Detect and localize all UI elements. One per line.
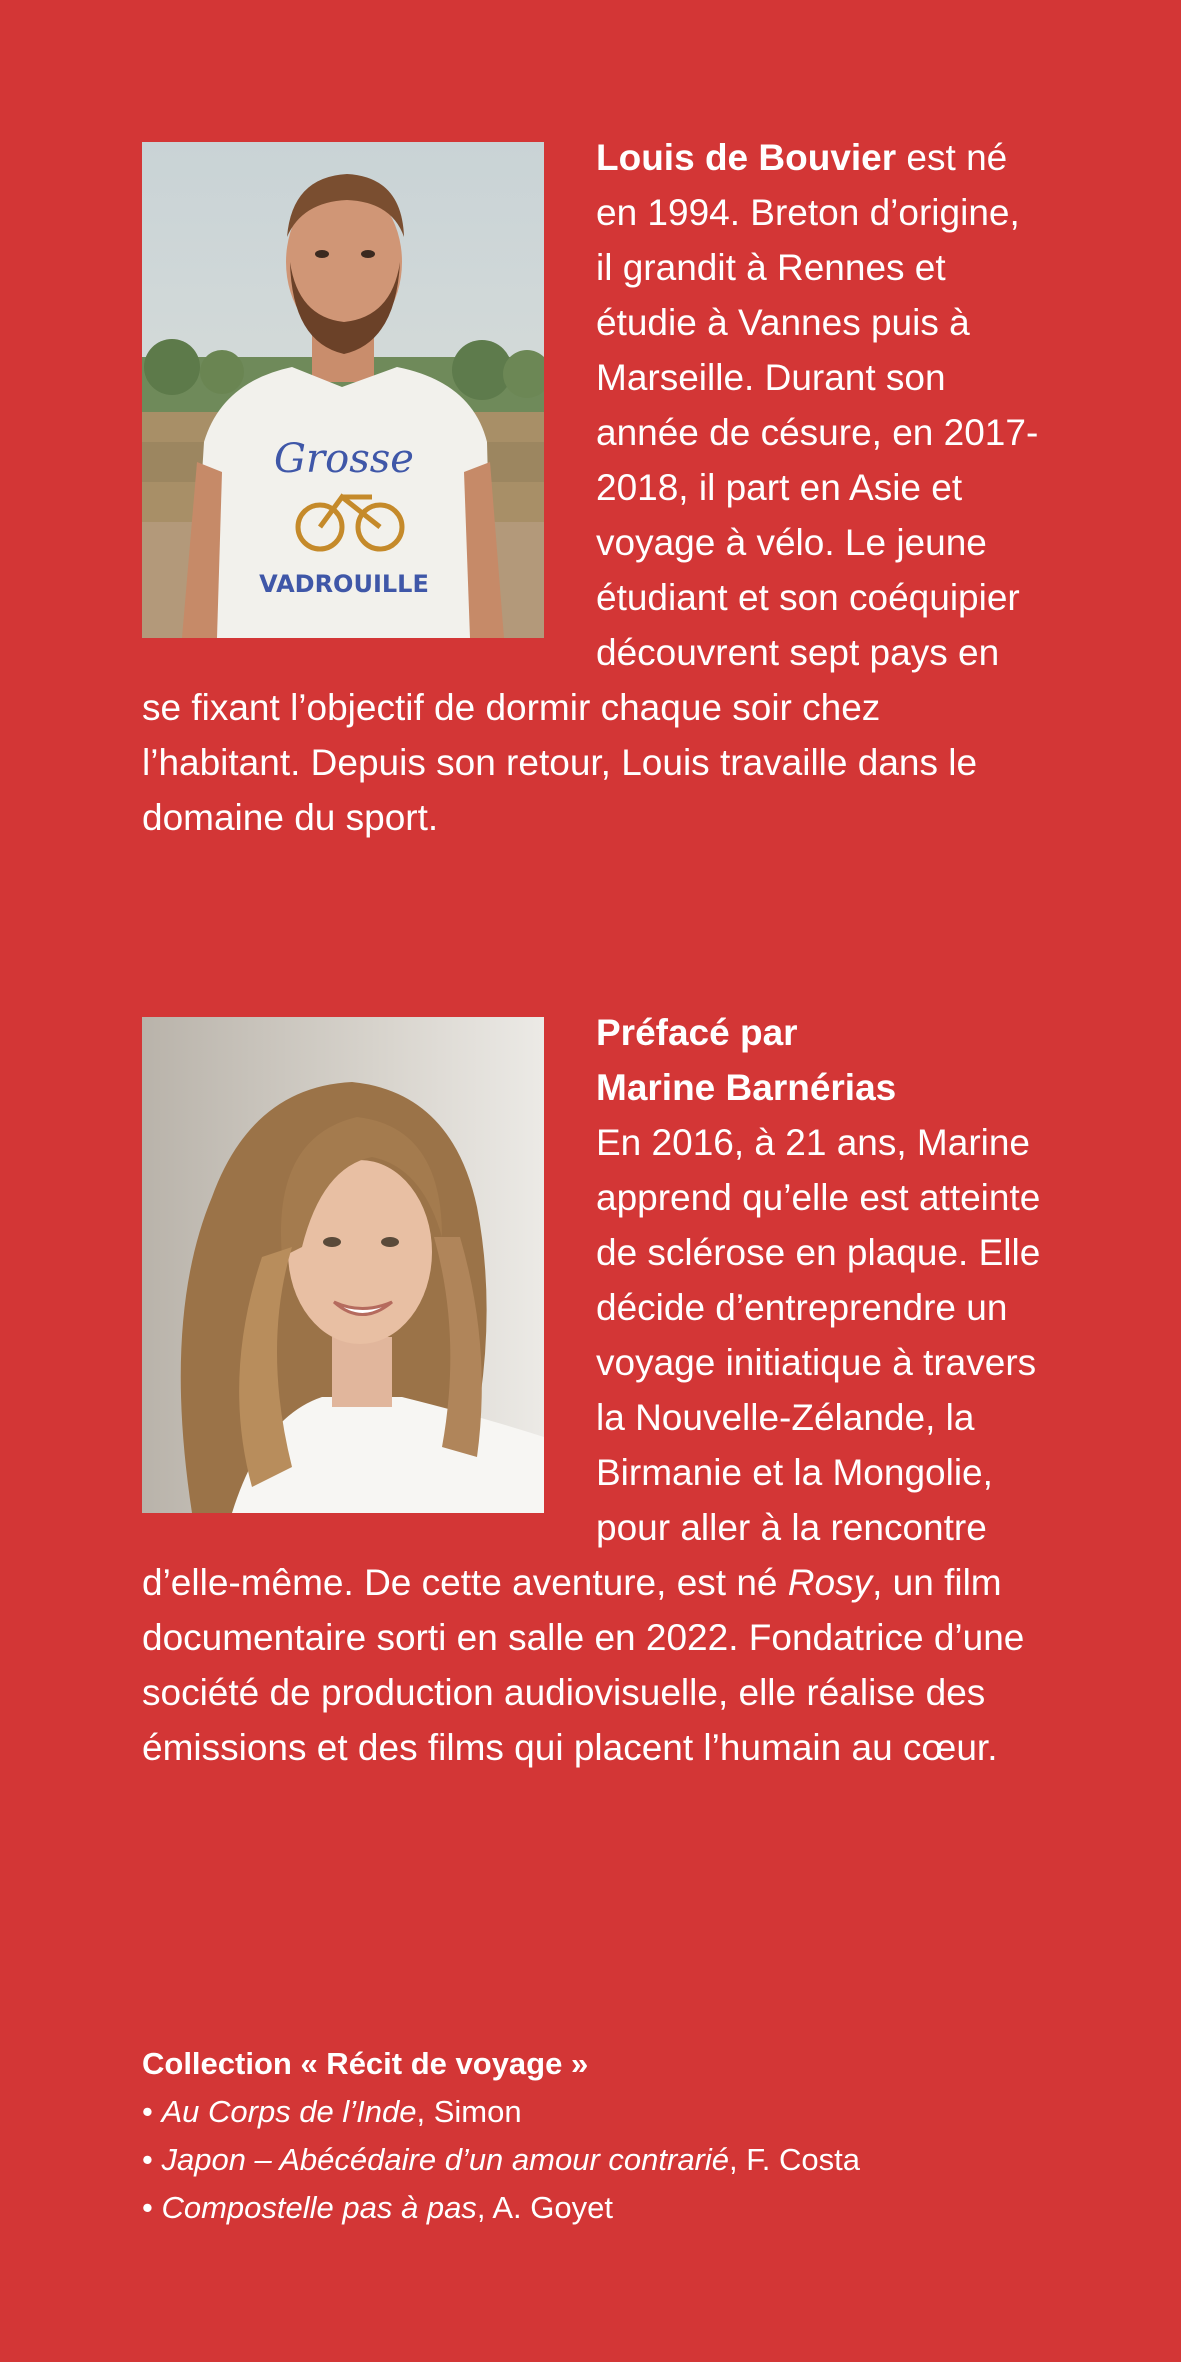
preface-heading-line2: Marine Barnérias	[596, 1067, 897, 1108]
shirt-print-top: Grosse	[274, 436, 414, 482]
film-title: Rosy	[787, 1562, 873, 1603]
author-photo	[142, 142, 544, 638]
list-item	[142, 2136, 1092, 2184]
author-name: Louis de Bouvier	[596, 137, 897, 178]
bullet: •	[142, 2190, 162, 2225]
book-author: , A. Goyet	[476, 2190, 613, 2225]
list-item	[142, 2088, 1092, 2136]
book-title: Au Corps de l’Inde	[161, 2094, 417, 2129]
collection-title: Collection « Récit de voyage »	[142, 2046, 589, 2081]
list-item	[142, 2184, 1092, 2232]
preface-bio	[142, 1005, 1042, 1775]
bullet: •	[142, 2094, 162, 2129]
author-portrait-image	[142, 142, 544, 638]
preface-heading-line1: Préfacé par	[596, 1012, 798, 1053]
author-bio-body: est né en 1994. Breton d’origine, il grandit à Rennes et étudie à Vannes puis à Marseille. Durant son année de césure, en 2017-2018, il part en Asie et voyage à vélo. Le jeune étudiant et son coéquipier découvrent sept pays en se fixant l’objectif de dormir chaque soir chez l’habitant. Depuis son retour, Louis travaille dans le domaine du sport.	[142, 137, 1039, 838]
collection-list	[142, 2040, 1092, 2232]
book-title: Japon – Abécédaire d’un amour contrarié	[161, 2142, 730, 2177]
preface-author-photo	[142, 1017, 544, 1513]
collection-items	[142, 2088, 1092, 2232]
shirt-print-bottom: VADROUILLE	[259, 570, 429, 598]
preface-body-start: En 2016, à 21 ans, Marine apprend qu’elle est atteinte de sclérose en plaque. Elle décide d’entreprendre un voyage initiatique à travers la Nouvelle-Zélande, la Birmanie et la Mongolie, pour aller à la rencontre d’elle-même. De cette aventure, est né	[142, 1122, 1041, 1603]
preface-body-end: , un film documentaire sorti en salle en 2022. Fondatrice d’une société de production audiovisuelle, elle réalise des émissions et des films qui placent l’humain au cœur.	[142, 1562, 1025, 1768]
bullet: •	[142, 2142, 162, 2177]
book-title: Compostelle pas à pas	[161, 2190, 477, 2225]
author-bio	[142, 130, 1042, 845]
book-author: , F. Costa	[729, 2142, 860, 2177]
preface-portrait-image	[142, 1017, 544, 1513]
book-author: , Simon	[416, 2094, 522, 2129]
